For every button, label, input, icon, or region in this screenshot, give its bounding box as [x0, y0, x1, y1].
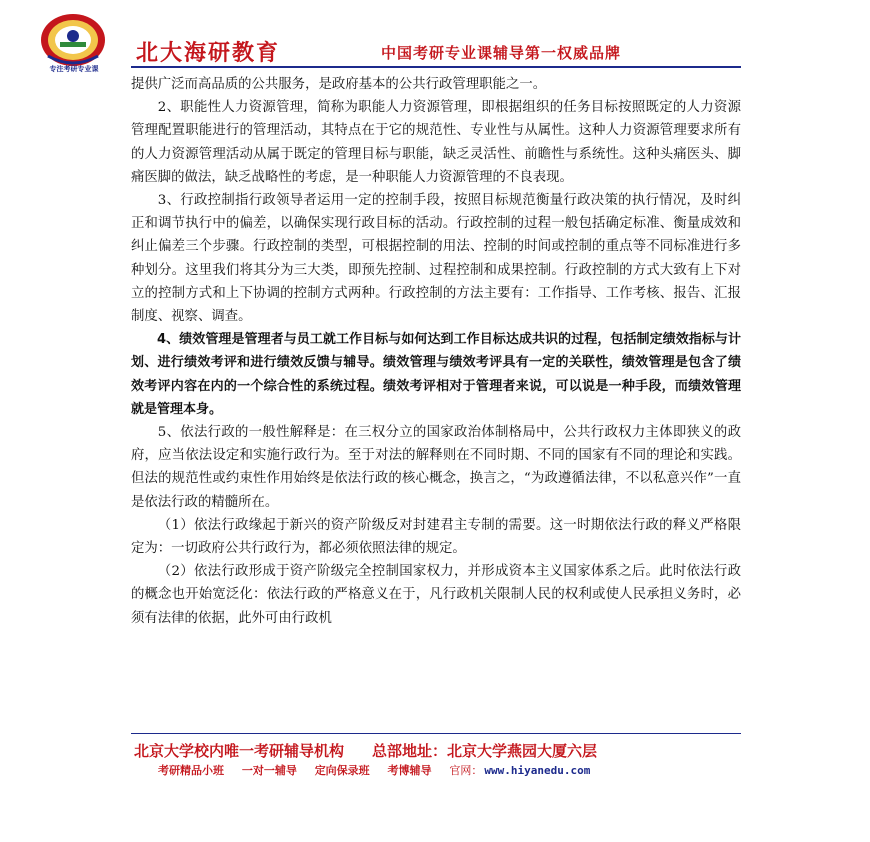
paragraph: （2）依法行政形成于资产阶级完全控制国家权力，并形成资本主义国家体系之后。此时依法行政的概念也开始宽泛化：依法行政的严格意义在于，凡行政机关限制人民的权利或使人民承担义务时，必须有法律的依据，此外可由行政机	[131, 564, 741, 626]
footer-headline	[134, 740, 738, 761]
website-link[interactable]: www.hiyanedu.com	[484, 764, 591, 777]
brand-slogan: 中国考研专业课辅导第一权威品牌	[381, 44, 622, 62]
footer-services	[158, 762, 738, 778]
paragraph: 3、行政控制指行政领导者运用一定的控制手段，按照目标规范衡量行政决策的执行情况，及时纠正和调节执行中的偏差，以确保实现行政目标的活动。行政控制的过程一般包括确定标准、衡量成效和纠止偏差三个步骤。行政控制的类型，可根据控制的用法、控制的时间或控制的重点等不同标准进行多种划分。这里我们将其分为三大类，即预先控制、过程控制和成果控制。行政控制的方式大致有上下对立的控制方式和上下协调的控制方式两种。行政控制的方法主要有：工作指导、工作考核、报告、汇报制度、视察、调查。	[131, 193, 741, 325]
service-item: 考研精品小班	[158, 764, 224, 777]
footer-divider	[131, 733, 741, 734]
paragraph: （1）依法行政缘起于新兴的资产阶级反对封建君主专制的需要。这一时期依法行政的释义严格限定为：一切政府公共行政行为，都必须依照法律的规定。	[131, 517, 741, 557]
service-item: 考博辅导	[387, 764, 432, 777]
institution-logo-icon	[38, 12, 108, 72]
header-divider	[131, 66, 741, 68]
page-header	[0, 0, 870, 78]
service-item: 一对一辅导	[241, 764, 297, 777]
paragraph-bold: 4、绩效管理是管理者与员工就工作目标与如何达到工作目标达成共识的过程，包括制定绩效指标与计划、进行绩效考评和进行绩效反馈与辅导。绩效管理与绩效考评具有一定的关联性，绩效管理是包含了绩效考评内容在内的一个综合性的系统过程。绩效考评相对于管理者来说，可以说是一种手段，而绩效管理就是管理本身。	[131, 332, 741, 417]
website-label: 官网：	[449, 764, 483, 777]
footer-org: 北京大学校内唯一考研辅导机构	[134, 742, 345, 760]
paragraph: 提供广泛而高品质的公共服务，是政府基本的公共行政管理职能之一。	[131, 77, 547, 92]
paragraph: 5、依法行政的一般性解释是：在三权分立的国家政治体制格局中，公共行政权力主体即狭义的政府，应当依法设定和实施行政行为。至于对法的解释则在不同时期、不同的国家有不同的理论和实践。但法的规范性或约束性作用始终是依法行政的核心概念，换言之，“为政遵循法律，不以私意兴作”一直是依法行政的精髓所在。	[131, 425, 741, 510]
service-item: 定向保录班	[314, 764, 370, 777]
brand-name: 北大海研教育	[136, 41, 281, 66]
paragraph: 2、职能性人力资源管理，简称为职能人力资源管理，即根据组织的任务目标按照既定的人力资源管理配置职能进行的管理活动，其特点在于它的规范性、专业性与从属性。这种人力资源管理要求所有的人力资源管理活动从属于既定的管理目标与职能，缺乏灵活性、前瞻性与系统性。这种头痛医头、脚痛医脚的做法，缺乏战略性的考虑，是一种职能人力资源管理的不良表现。	[131, 100, 741, 185]
logo-caption: 专注考研专业课	[49, 65, 99, 73]
document-body	[131, 73, 741, 630]
footer-address: 总部地址：北京大学燕园大厦六层	[372, 742, 598, 760]
